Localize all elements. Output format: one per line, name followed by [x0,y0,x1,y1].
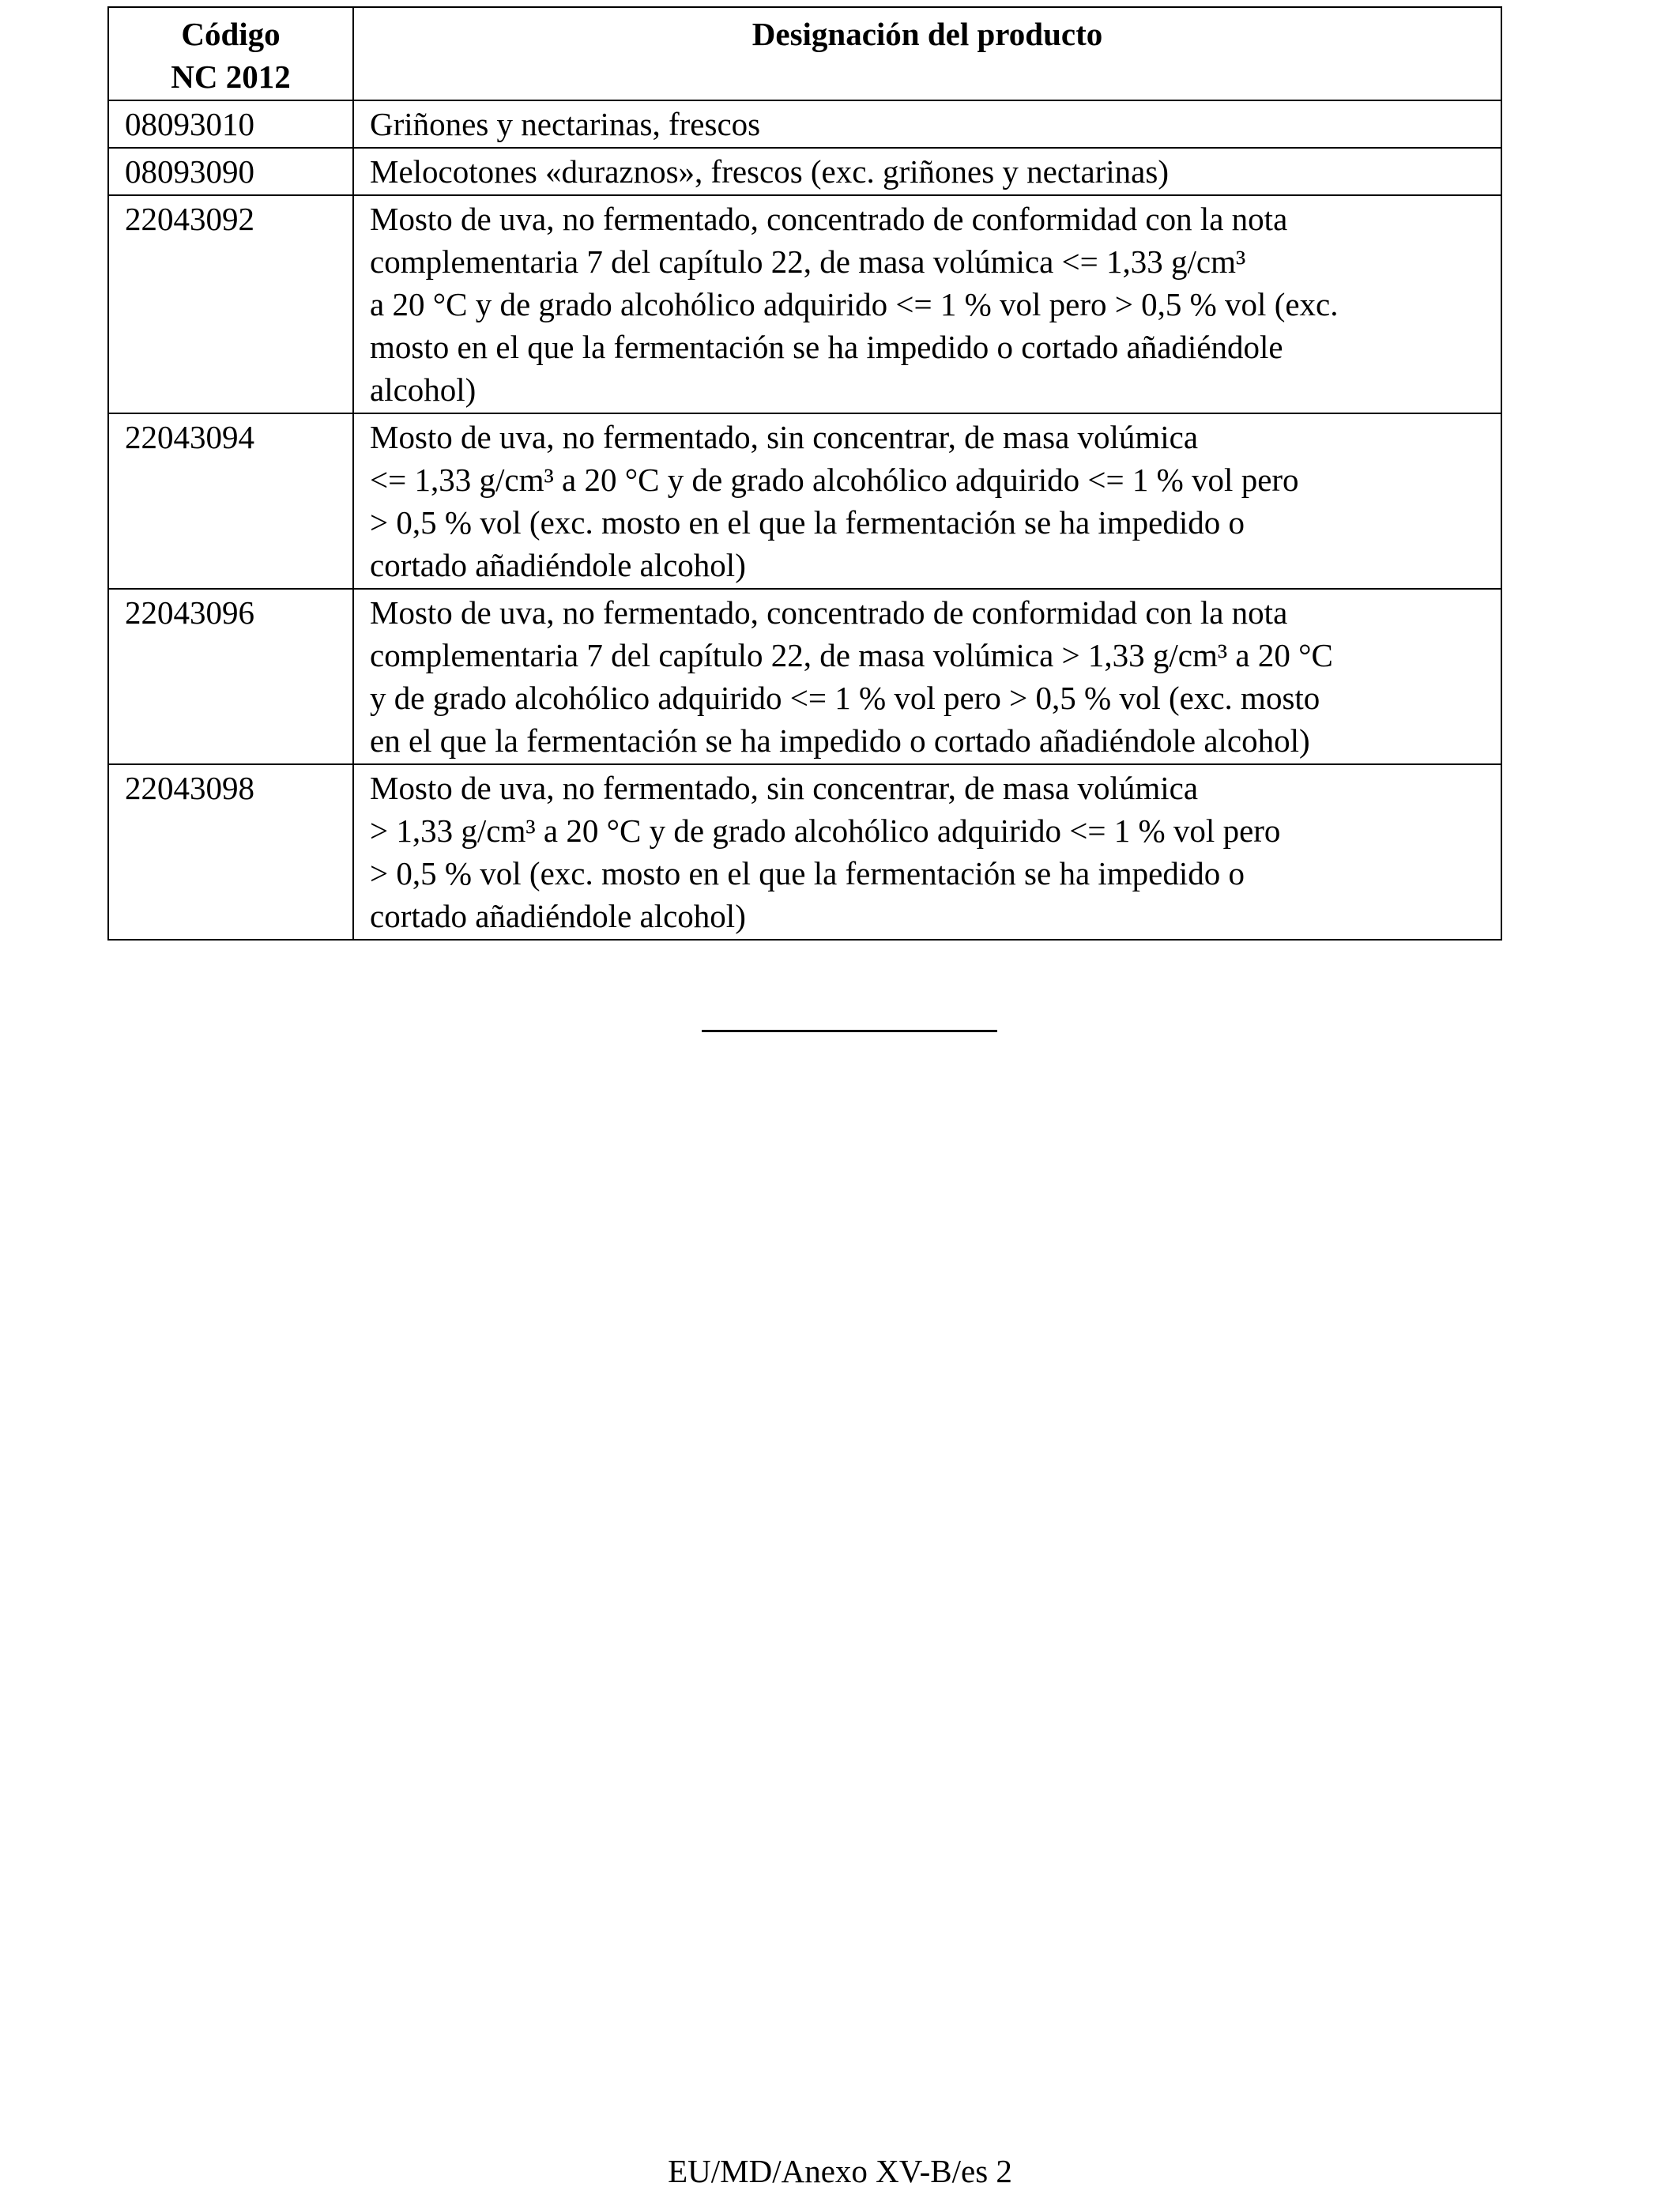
designation-column-header: Designación del producto [353,7,1501,100]
designation-text-line: complementaria 7 del capítulo 22, de masa volúmica <= 1,33 g/cm³ [370,243,1246,280]
table-row [108,764,1501,940]
designation-text-line: Griñones y nectarinas, frescos [370,106,761,142]
designation-text-line: Mosto de uva, no fermentado, sin concentrar, de masa volúmica [370,419,1199,455]
nc-code-cell: 22043096 [108,589,353,764]
product-designation-cell [353,100,1501,148]
table-row [108,148,1501,195]
code-header-line-1: Código [181,16,281,52]
table-row [108,589,1501,764]
nc-code-cell: 22043098 [108,764,353,940]
page-footer-reference: EU/MD/Anexo XV-B/es 2 [668,2153,1012,2189]
designation-text-line: > 0,5 % vol (exc. mosto en el que la fermentación se ha impedido o [370,504,1245,541]
table-header-row [108,7,1501,100]
table-body [108,100,1501,940]
product-designation-cell [353,413,1501,589]
designation-text-line: Mosto de uva, no fermentado, concentrado de conformidad con la nota [370,201,1288,237]
designation-text-line: complementaria 7 del capítulo 22, de masa volúmica > 1,33 g/cm³ a 20 °C [370,637,1333,673]
product-designation-cell [353,195,1501,413]
designation-text-line: cortado añadiéndole alcohol) [370,547,746,583]
designation-text-line: Mosto de uva, no fermentado, concentrado de conformidad con la nota [370,594,1288,631]
product-designation-cell [353,148,1501,195]
product-designation-cell [353,589,1501,764]
designation-text-line: a 20 °C y de grado alcohólico adquirido <= 1 % vol pero > 0,5 % vol (exc. [370,286,1339,322]
designation-text-line: Melocotones «duraznos», frescos (exc. griñones y nectarinas) [370,153,1169,190]
product-code-table [107,6,1502,941]
nc-code-cell: 22043092 [108,195,353,413]
designation-text-line: > 0,5 % vol (exc. mosto en el que la fermentación se ha impedido o [370,855,1245,892]
designation-text-line: mosto en el que la fermentación se ha impedido o cortado añadiéndole [370,329,1283,365]
table-row [108,100,1501,148]
nc-code-cell: 08093090 [108,148,353,195]
designation-text-line: Mosto de uva, no fermentado, sin concentrar, de masa volúmica [370,770,1199,806]
code-column-header [108,7,353,100]
nc-code-cell: 22043094 [108,413,353,589]
designation-text-line: en el que la fermentación se ha impedido o cortado añadiéndole alcohol) [370,722,1310,759]
code-header-line-2: NC 2012 [171,58,291,95]
table-row [108,413,1501,589]
end-separator-line [702,1030,997,1032]
nc-code-cell: 08093010 [108,100,353,148]
table-row [108,195,1501,413]
designation-text-line: y de grado alcohólico adquirido <= 1 % vol pero > 0,5 % vol (exc. mosto [370,680,1320,716]
product-designation-cell [353,764,1501,940]
designation-text-line: alcohol) [370,371,477,408]
designation-text-line: > 1,33 g/cm³ a 20 °C y de grado alcohólico adquirido <= 1 % vol pero [370,812,1281,849]
designation-text-line: cortado añadiéndole alcohol) [370,898,746,934]
designation-text-line: <= 1,33 g/cm³ a 20 °C y de grado alcohólico adquirido <= 1 % vol pero [370,462,1299,498]
